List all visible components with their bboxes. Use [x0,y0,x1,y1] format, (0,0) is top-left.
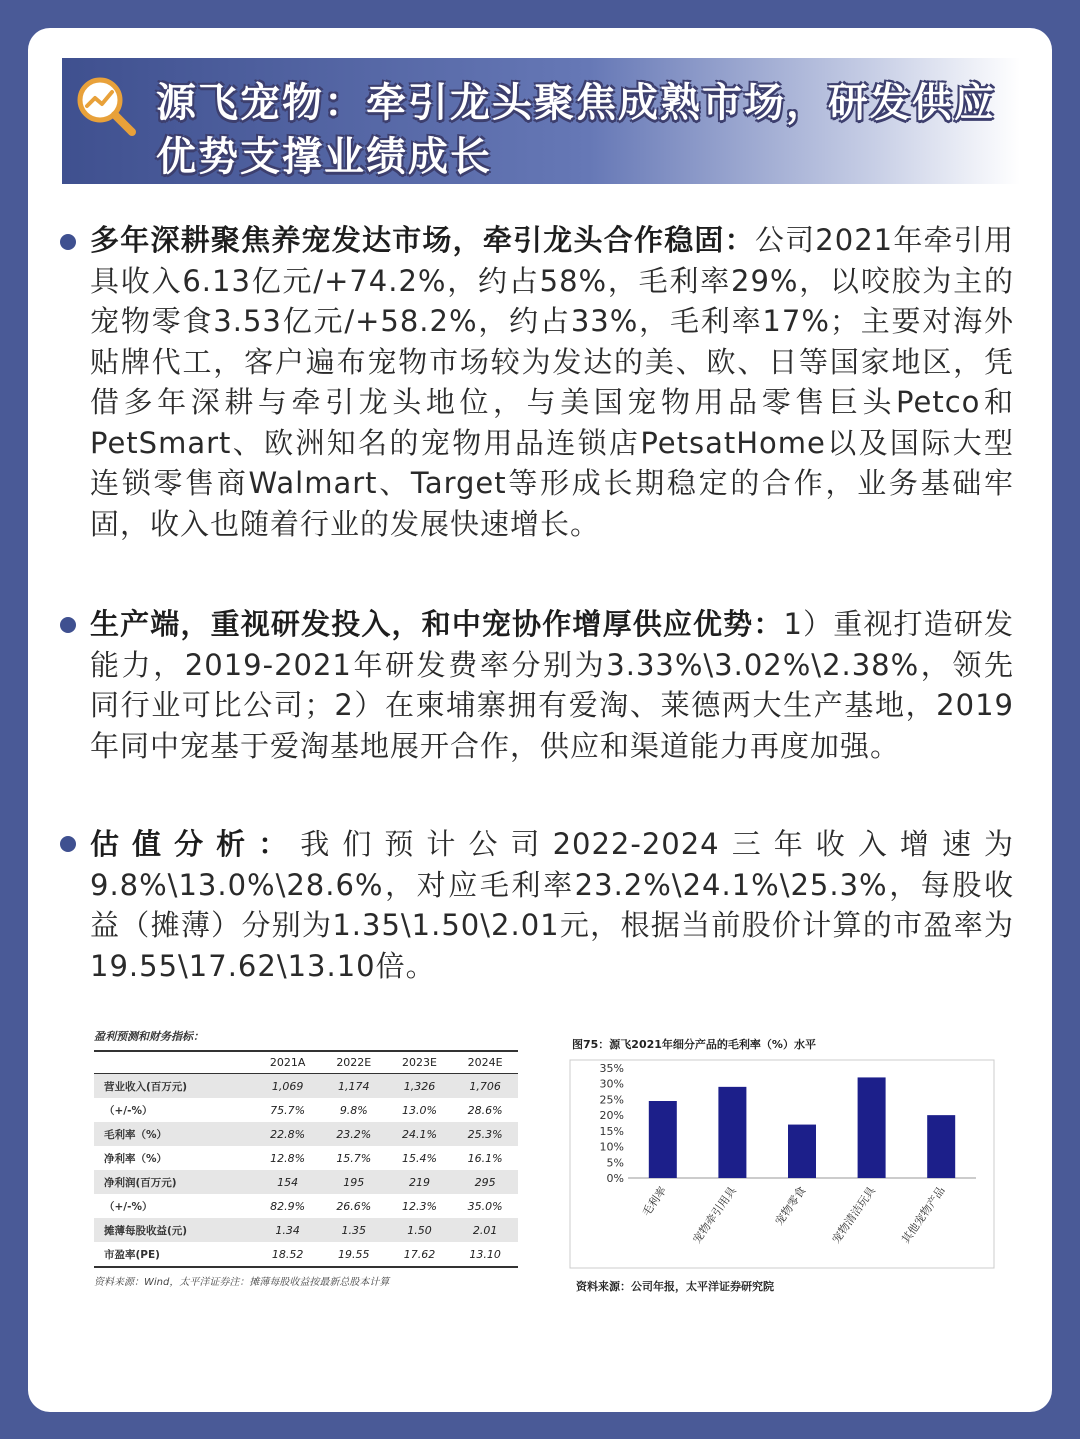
table-cell: 295 [452,1170,518,1194]
table-cell: 净利润(百万元) [94,1170,254,1194]
section-production [90,604,1014,766]
table-cell: 毛利率（%） [94,1122,254,1146]
x-tick-label: 毛利率 [639,1184,670,1219]
table-cell: 26.6% [336,1199,372,1213]
x-tick-label: 宠物牵引用具 [690,1184,739,1246]
table-row [94,1098,518,1122]
section-heading: 生产端，重视研发投入，和中宠协作增厚供应优势： [90,607,784,641]
table-cell: （+/-%） [104,1104,153,1117]
table-title: 盈利预测和财务指标： [94,1030,204,1043]
section-body: 公司2021年牵引用具收入6.13亿元/+74.2%，约占58%，毛利率29%，以咬胶为主的宠物零食3.53亿元/+58.2%，约占33%，毛利率17%；主要对海外贴牌代工，客户遍布宠物市场较为发达的美、欧、日等国家地区，凭借多年深耕与牵引龙头地位，与美国宠物用品零售巨头Petco和PetSmart、欧洲知名的宠物用品连锁店PetsatHome以及国际大型连锁零售商Walmart、Target等形成长期稳定的合作，业务基础牢固，收入也随着行业的发展快速增长。 [90,223,1014,541]
table-cell: 35.0% [467,1199,503,1213]
table-source: 资料来源：Wind，太平洋证券注：摊薄每股收益按最新总股本计算 [94,1277,390,1288]
table-cell: 19.55 [321,1242,387,1267]
header-cell: 2021A [254,1051,321,1074]
section-market [90,220,1014,544]
chart-bar [927,1115,955,1178]
chart-bar [788,1125,816,1178]
table-cell: （+/-%） [104,1200,153,1213]
table-cell: 219 [387,1170,453,1194]
table-cell: 18.52 [254,1242,321,1267]
bullet-dot [60,617,76,633]
y-tick-label: 20% [599,1109,624,1123]
bullet-dot [60,836,76,852]
chart-bar [649,1101,677,1178]
table-cell: 2.01 [452,1218,518,1242]
chart-source: 资料来源：公司年报，太平洋证券研究院 [576,1280,774,1293]
table-cell: 22.8% [254,1122,321,1146]
table-cell: 13.0% [401,1103,437,1117]
y-tick-label: 30% [599,1077,624,1091]
table-cell: 13.10 [452,1242,518,1267]
table-cell: 1,706 [452,1074,518,1099]
table-row [94,1194,518,1218]
table-row [94,1122,518,1146]
table-cell: 1.50 [387,1218,453,1242]
header-cell: 2024E [452,1051,518,1074]
y-tick-label: 35% [599,1062,624,1075]
table-cell: 75.7% [270,1103,306,1117]
table-cell: 市盈率(PE) [94,1242,254,1267]
y-tick-label: 5% [606,1156,624,1170]
table-row [94,1242,518,1267]
chart-bar [718,1087,746,1178]
table-row [94,1146,518,1170]
table-cell: 营业收入(百万元) [94,1074,254,1099]
table-cell: 1.34 [254,1218,321,1242]
table-cell: 28.6% [467,1103,503,1117]
forecast-table [94,1050,518,1268]
magnifier-chart-icon [72,72,138,138]
table-cell: 1,326 [387,1074,453,1099]
content-card [28,28,1052,1412]
table-cell: 摊薄每股收益(元) [94,1218,254,1242]
table-row [94,1170,518,1194]
header-cell: 2023E [387,1051,453,1074]
chart-title: 图75：源飞2021年细分产品的毛利率（%）水平 [572,1038,816,1051]
forecast-table-block [94,1028,524,1288]
table-cell: 154 [254,1170,321,1194]
table-cell: 25.3% [452,1122,518,1146]
table-cell: 12.8% [270,1151,306,1165]
table-header-row [94,1051,518,1074]
table-cell: 1,174 [321,1074,387,1099]
table-cell: 净利率（%） [104,1152,168,1165]
y-tick-label: 15% [599,1124,624,1138]
table-cell: 24.1% [387,1122,453,1146]
table-row [94,1074,518,1099]
x-tick-label: 宠物零食 [772,1184,809,1228]
table-cell: 9.8% [339,1103,368,1117]
table-cell: 195 [321,1170,387,1194]
chart-plot [568,1058,996,1270]
x-tick-label: 宠物清洁玩具 [829,1184,879,1246]
bullet-dot [60,234,76,250]
table-cell: 15.4% [401,1151,437,1165]
header-cell [94,1051,254,1074]
y-tick-label: 25% [599,1093,624,1107]
section-heading: 估值分析： [90,827,301,861]
table-row [94,1218,518,1242]
section-body: 我们预计公司2022-2024三年收入增速为9.8%\13.0%\28.6%，对应毛利率23.2%\24.1%\25.3%，每股收益（摊薄）分别为1.35\1.50\2.01元，根据当前股价计算的市盈率为19.55\17.62\13.10倍。 [90,827,1014,983]
chart-bar [858,1077,886,1178]
y-tick-label: 0% [606,1172,624,1185]
page-title: 源飞宠物：牵引龙头聚焦成熟市场，研发供应优势支撑业绩成长 [156,80,996,180]
section-valuation [90,824,1014,986]
margin-chart [568,1032,996,1302]
section-body: 1）重视打造研发能力，2019-2021年研发费率分别为3.33%\3.02%\2.38%，领先同行业可比公司；2）在柬埔寨拥有爱淘、莱德两大生产基地，2019年同中宠基于爱淘基地展开合作，供应和渠道能力再度加强。 [90,607,1014,763]
table-cell: 16.1% [467,1151,503,1165]
table-cell: 1.35 [321,1218,387,1242]
table-cell: 15.7% [336,1151,372,1165]
table-cell: 17.62 [387,1242,453,1267]
table-cell: 12.3% [401,1199,437,1213]
y-tick-label: 10% [599,1140,624,1154]
table-cell: 82.9% [270,1199,306,1213]
x-tick-label: 其他宠物产品 [899,1184,948,1246]
header-cell: 2022E [321,1051,387,1074]
table-cell: 1,069 [254,1074,321,1099]
section-heading: 多年深耕聚焦养宠发达市场，牵引龙头合作稳固： [90,223,755,257]
table-cell: 23.2% [321,1122,387,1146]
